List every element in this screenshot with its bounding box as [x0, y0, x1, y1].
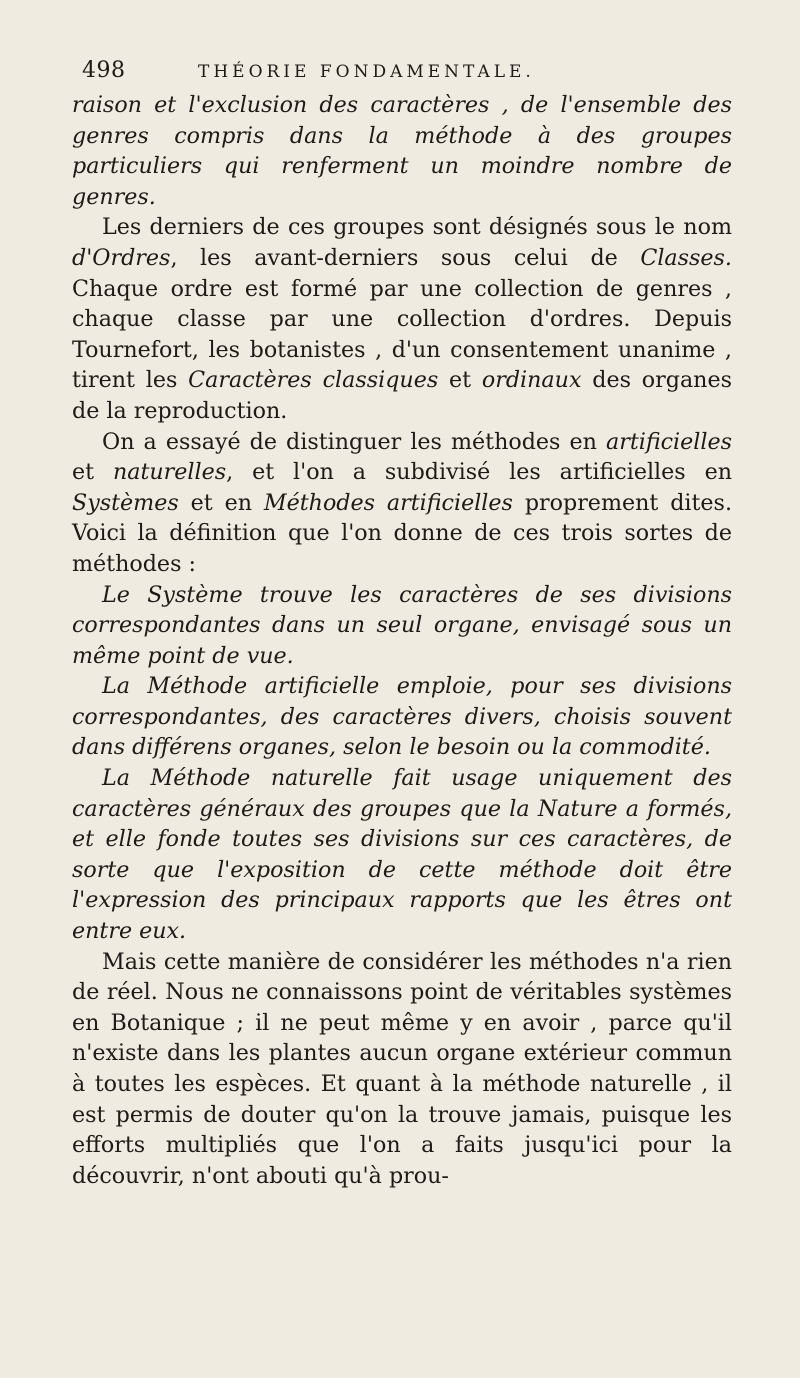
term-artificielles: artificielles	[605, 428, 732, 455]
paragraph-orders-classes	[72, 212, 732, 426]
text-italic: La Méthode artificielle emploie, pour ses divisions correspondantes, des caractères divers, choisis souvent dans différens organes, selon le besoin ou la commodité.	[72, 673, 732, 761]
term-methodes-artificielles: Méthodes artificielles	[263, 489, 513, 516]
term-ordinaux: ordinaux	[481, 367, 582, 394]
term-classes: Classes.	[640, 244, 732, 271]
paragraph-continuation	[72, 90, 732, 212]
text-run: proprement dites. Voici la définition que l'on donne de ces trois sortes de méthodes :	[72, 489, 732, 577]
paragraph-methods	[72, 427, 732, 580]
text-run: et en	[178, 489, 264, 516]
term-ordres: d'Ordres	[72, 244, 171, 271]
text-run: et	[72, 459, 113, 486]
definition-systeme	[72, 580, 732, 672]
text-run: Chaque ordre est formé par une collection de genres , chaque classe par une collection d'ordres. Depuis Tournefort, les botanistes , d'un consentement unanime , tirent les	[72, 275, 732, 394]
text-run: Les derniers de ces groupes sont désignés sous le nom	[102, 214, 732, 241]
running-head	[82, 58, 722, 92]
text-run: Mais cette manière de considérer les méthodes n'a rien de réel. Nous ne connaissons point de véritables systèmes en Botanique ; il ne peut même y en avoir , parce qu'il n'existe dans les plantes aucun organe extérieur commun à toutes les espèces. Et quant à la méthode naturelle , il est permis de douter qu'on la trouve jamais, puisque les efforts multipliés que l'on a faits jusqu'ici pour la découvrir, n'ont abouti qu'à prou-	[72, 948, 732, 1189]
term-naturelles: naturelles	[112, 459, 227, 486]
definition-methode-naturelle	[72, 763, 732, 947]
term-caracteres-classiques: Caractères classiques	[188, 367, 439, 394]
paragraph-critique	[72, 947, 732, 1192]
running-title: THÉORIE FONDAMENTALE.	[198, 62, 535, 82]
text-run: des organes de la reproduction.	[72, 367, 732, 424]
text-italic: Le Système trouve les caractères de ses divisions correspondantes dans un seul organe, envisagé sous un même point de vue.	[72, 581, 732, 669]
text-run: , les avant-derniers sous celui de	[170, 244, 641, 271]
term-systemes: Systèmes	[72, 489, 179, 516]
definition-methode-artificielle	[72, 671, 732, 763]
text-run: , et l'on a subdivisé les artificielles en	[226, 459, 732, 486]
text-italic: raison et l'exclusion des caractères , de l'ensemble des genres compris dans la méthode à des groupes particuliers qui renferment un moindre nombre de genres.	[72, 92, 732, 210]
text-run: On a essayé de distinguer les méthodes en	[102, 428, 606, 455]
body-text	[72, 90, 732, 1191]
text-italic: La Méthode naturelle fait usage uniquement des caractères généraux des groupes que la Nature a formés, et elle fonde toutes ses divisions sur ces caractères, de sorte que l'exposition de cette méthode doit être l'expression des principaux rapports que les êtres ont entre eux.	[72, 765, 732, 945]
page-number: 498	[82, 58, 126, 83]
text-run: et	[438, 367, 482, 394]
